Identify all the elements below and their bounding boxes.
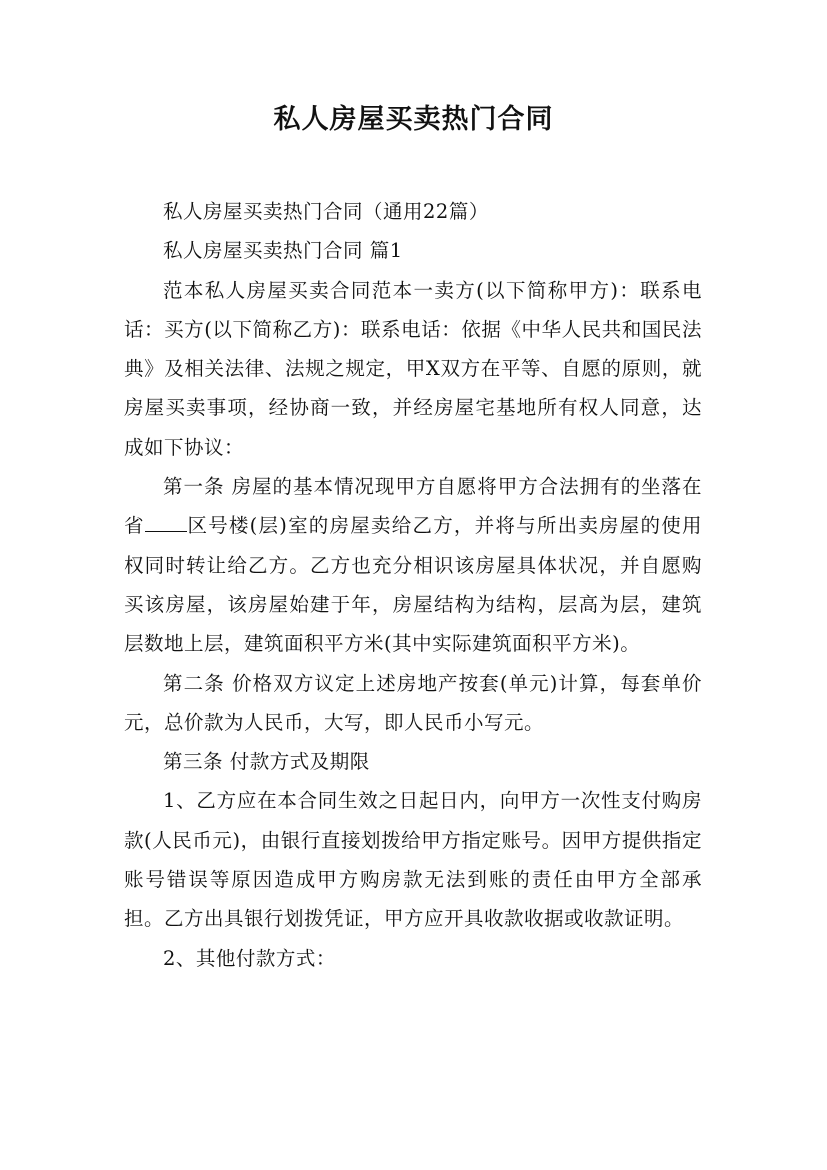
document-title: 私人房屋买卖热门合同 (273, 104, 554, 135)
section-heading: 私人房屋买卖热门合同 篇1 (163, 239, 403, 263)
article-1-text-after-blank: 区号楼(层)室的房屋卖给乙方，并将与所出卖房屋的使用权同时转让给乙方。乙方也充分相识该房屋具体状况，并自愿购买该房屋，该房屋始建于年，房屋结构为结构，层高为层，建筑层数地上层，建筑面积平方米(其中实际建筑面积平方米)。 (124, 514, 702, 656)
article-1-paragraph (124, 467, 702, 663)
contract-preamble: 范本私人房屋买卖合同范本一卖方(以下简称甲方)：联系电话：买方(以下简称乙方)：联系电话：依据《中华人民共和国民法典》及相关法律、法规之规定，甲X双方在平等、自愿的原则，就房屋买卖事项，经协商一致，并经房屋宅基地所有权人同意，达成如下协议： (124, 278, 702, 459)
article-3-heading: 第三条 付款方式及期限 (163, 750, 370, 774)
article-1-text-before-blank: 第一条 房屋的基本情况现甲方自愿将甲方合法拥有的坐落在省 (124, 475, 702, 538)
payment-clause-1: 1、乙方应在本合同生效之日起日内，向甲方一次性支付购房款(人民币元)，由银行直接划拨给甲方指定账号。因甲方提供指定账号错误等原因造成甲方购房款无法到账的责任由甲方全部承担。乙方出具银行划拨凭证，甲方应开具收款收据或收款证明。 (124, 789, 702, 931)
document-body (124, 192, 702, 978)
fill-in-blank (145, 512, 187, 533)
collection-heading: 私人房屋买卖热门合同（通用22篇） (163, 200, 489, 223)
article-2-paragraph: 第二条 价格双方议定上述房地产按套(单元)计算，每套单价元，总价款为人民币，大写，即人民币小写元。 (124, 671, 702, 734)
payment-clause-2: 2、其他付款方式： (163, 946, 336, 970)
